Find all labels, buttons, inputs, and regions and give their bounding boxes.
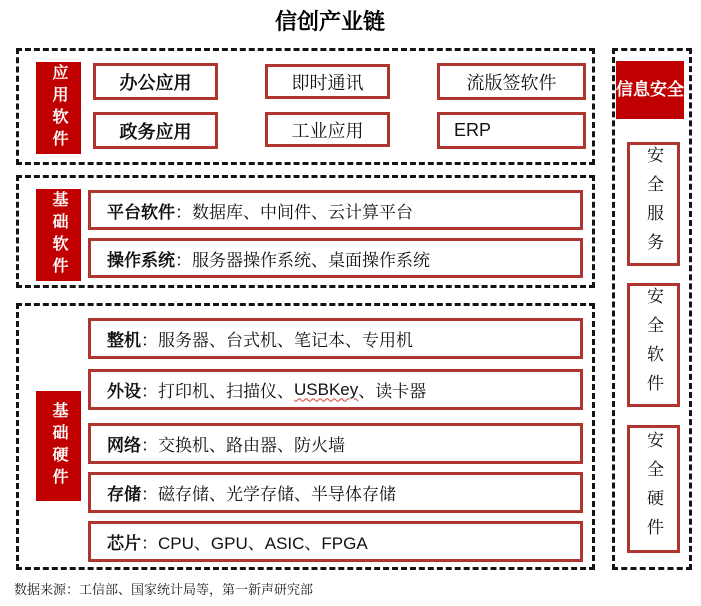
row-text: 交换机、路由器、防火墙 [158, 436, 345, 455]
security-item-services: 安全服务 [627, 142, 680, 266]
row-label: 操作系统 [107, 250, 175, 270]
section-basic-hardware [16, 303, 595, 570]
row-separator: ： [141, 382, 158, 401]
app-item-stream-signature: 流版签软件 [437, 63, 586, 100]
row-text: 、读卡器 [358, 382, 427, 401]
row-operating-system [88, 238, 583, 278]
diagram-title: 信创产业链 [274, 9, 385, 34]
row-text: 服务器、台式机、笔记本、专用机 [158, 331, 413, 350]
information-security-label: 信息安全 [616, 61, 684, 119]
row-text: 打印机、扫描仪、 [158, 382, 294, 401]
app-item-office: 办公应用 [93, 63, 218, 100]
row-label: 外设 [107, 382, 141, 401]
row-text: 数据库、中间件、云计算平台 [192, 202, 413, 222]
row-text: CPU、GPU、ASIC、FPGA [158, 534, 368, 553]
row-separator: ： [141, 485, 158, 504]
section-application-software [16, 48, 595, 165]
security-item-software: 安全软件 [627, 283, 680, 407]
app-item-instant-messaging: 即时通讯 [265, 64, 390, 99]
row-label: 平台软件 [107, 202, 175, 222]
row-storage [88, 472, 583, 513]
row-chips [88, 521, 583, 562]
basic-software-label: 基础软件 [36, 189, 81, 281]
row-peripherals [88, 369, 583, 410]
app-item-industrial: 工业应用 [265, 112, 390, 147]
row-text-spellchecked: USBKey [294, 379, 359, 399]
application-software-label: 应用软件 [36, 62, 81, 154]
row-label: 整机 [107, 331, 141, 350]
app-item-government: 政务应用 [93, 112, 218, 149]
source-note: 数据来源：工信部、国家统计局等，第一新声研究部 [14, 582, 314, 597]
basic-hardware-label: 基础硬件 [36, 391, 81, 501]
section-basic-software [16, 175, 595, 288]
row-label: 存储 [107, 485, 141, 504]
row-separator: ： [141, 436, 158, 455]
row-separator: ： [175, 250, 192, 270]
row-separator: ： [141, 534, 158, 553]
app-item-erp: ERP [437, 112, 586, 149]
row-platform-software [88, 190, 583, 230]
security-item-hardware: 安全硬件 [627, 425, 680, 553]
row-label: 网络 [107, 436, 141, 455]
row-text: 磁存储、光学存储、半导体存储 [158, 485, 396, 504]
row-separator: ： [141, 331, 158, 350]
row-separator: ： [175, 202, 192, 222]
row-network [88, 423, 583, 464]
section-information-security [612, 48, 692, 570]
row-complete-machine [88, 318, 583, 359]
row-label: 芯片 [107, 534, 141, 553]
row-text: 服务器操作系统、桌面操作系统 [192, 250, 430, 270]
